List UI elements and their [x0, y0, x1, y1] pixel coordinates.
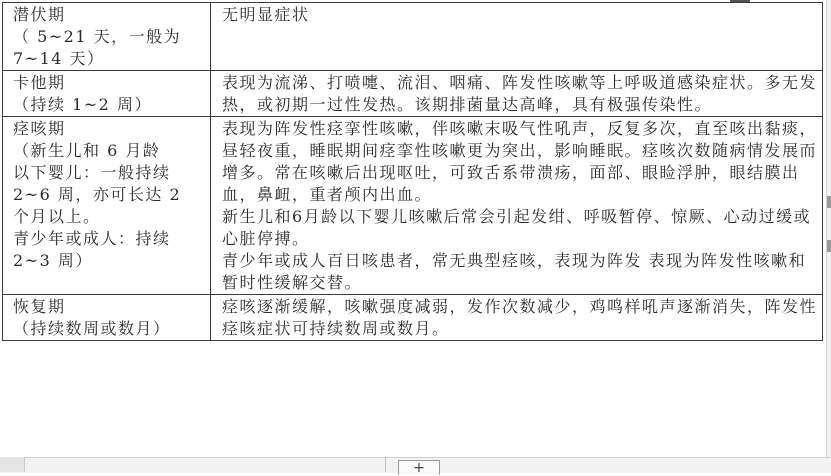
description-text: 新生儿和6月龄以下婴儿咳嗽后常会引起发绀、呼吸暂停、惊厥、心动过缓或心脏停搏。 [222, 207, 812, 248]
bottom-bar-segment [0, 457, 25, 472]
stage-name: 恢复期 [13, 297, 66, 316]
stage-cell [3, 71, 211, 117]
description-text: 无明显症状 [222, 5, 310, 24]
stage-duration: 青少年或成人：持续 [13, 229, 171, 248]
bottom-bar-divider [385, 457, 386, 472]
stage-name: 痉咳期 [13, 119, 66, 138]
add-tab-button[interactable]: + [398, 460, 440, 475]
description-cell [211, 3, 823, 71]
description-cell [211, 295, 823, 341]
stage-duration: 2~6 周，亦可长达 2 [13, 185, 182, 204]
table-row-convalescent [3, 295, 823, 341]
stage-duration: （持续 1~2 周） [13, 95, 152, 114]
stage-duration: 7~14 天） [13, 49, 105, 68]
stage-name: 潜伏期 [13, 5, 66, 24]
stage-duration: 以下婴儿：一般持续 [13, 163, 171, 182]
stage-cell [3, 117, 211, 295]
table-row-catarrhal [3, 71, 823, 117]
description-text: 表现为阵发性痉挛性咳嗽，伴咳嗽末吸气性吼声，反复多次，直至咳出黏痰，昼轻夜重，睡眠期间痉挛性咳嗽更为突出，影响睡眠。痉咳次数随病情发展而增多。常在咳嗽后出现呕吐，可致舌系带溃疡，面部、眼睑浮肿，眼结膜出血，鼻衄，重者颅内出血。 [222, 119, 818, 204]
pertussis-phase-table [2, 2, 823, 341]
scrollbar-thumb[interactable] [827, 240, 831, 252]
description-text: 痉咳逐渐缓解，咳嗽强度减弱，发作次数减少，鸡鸣样吼声逐渐消失，阵发性痉咳症状可持续数周或数月。 [222, 297, 818, 338]
stage-duration: （ 5~21 天，一般为 [13, 27, 182, 46]
stage-duration: 2~3 周） [13, 251, 93, 270]
vertical-scrollbar[interactable] [826, 0, 831, 472]
stage-name: 卡他期 [13, 73, 66, 92]
table-row-paroxysmal [3, 117, 823, 295]
stage-duration: （持续数周或数月） [13, 319, 171, 338]
table-body [3, 3, 823, 341]
stage-cell [3, 3, 211, 71]
description-text: 表现为流涕、打喷嚏、流泪、咽痛、阵发性咳嗽等上呼吸道感染症状。多无发热，或初期一过性发热。该期排菌量达高峰，具有极强传染性。 [222, 73, 818, 114]
table-row-latent [3, 3, 823, 71]
stage-duration: （新生儿和 6 月龄 [13, 141, 161, 160]
description-cell [211, 71, 823, 117]
stage-duration: 个月以上。 [13, 207, 101, 226]
scrollbar-thumb[interactable] [827, 196, 831, 208]
stage-cell [3, 295, 211, 341]
description-text: 青少年或成人百日咳患者，常无典型痉咳，表现为阵发 表现为阵发性咳嗽和暂时性缓解交替。 [222, 251, 807, 292]
description-cell [211, 117, 823, 295]
